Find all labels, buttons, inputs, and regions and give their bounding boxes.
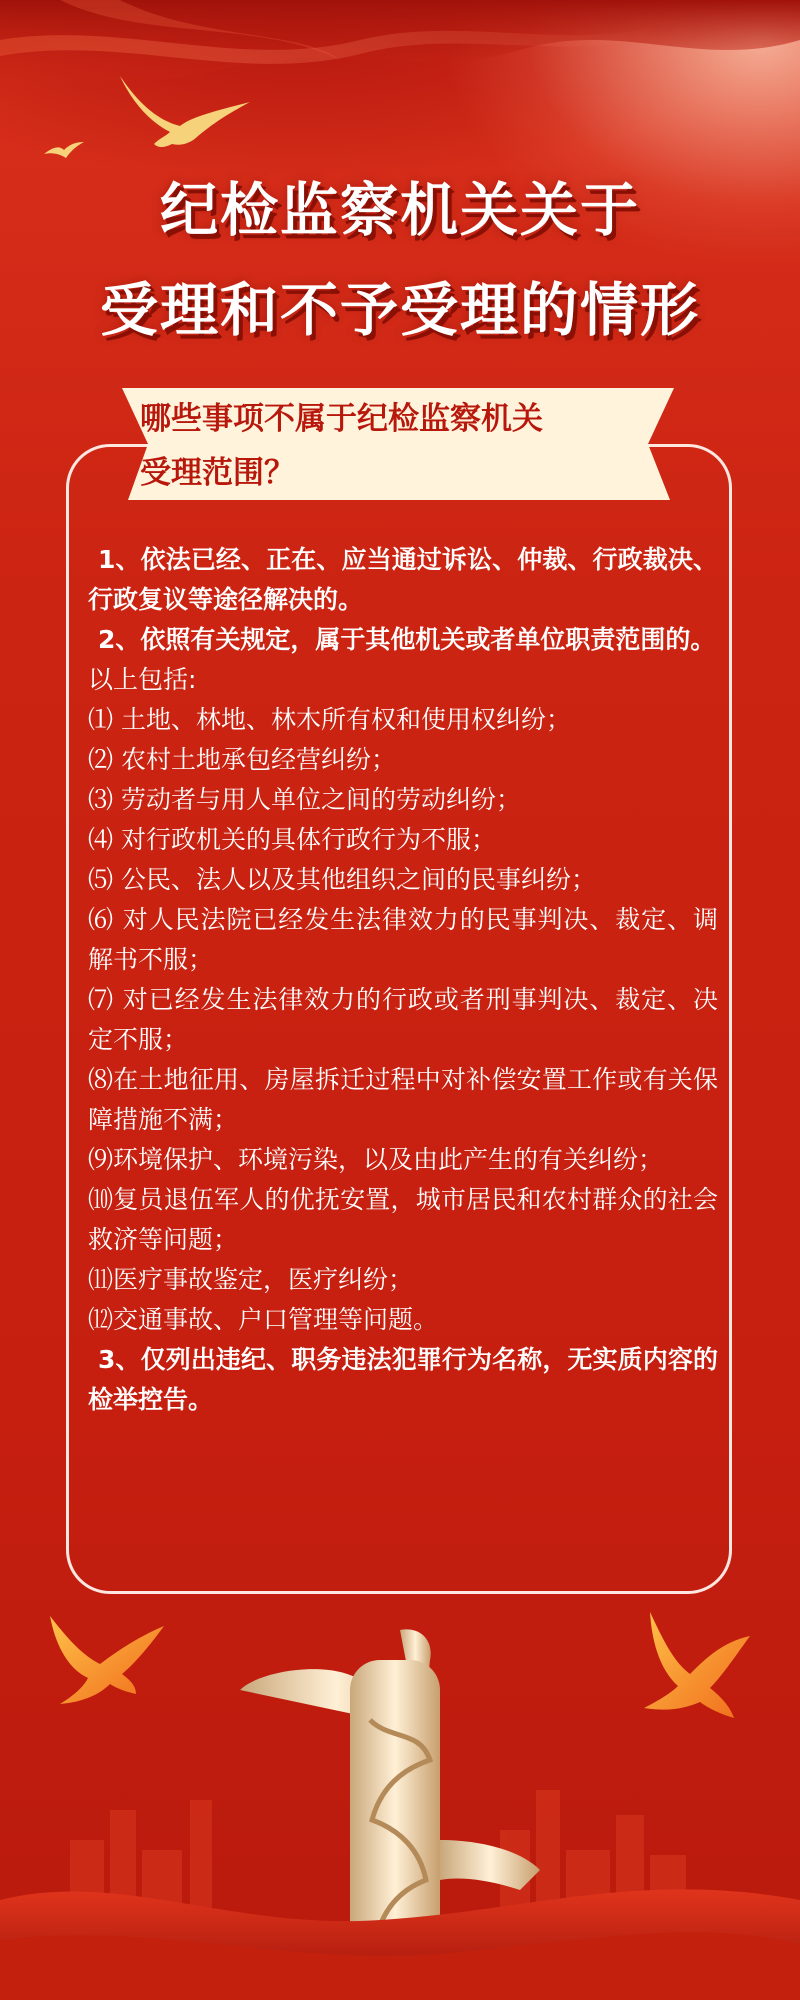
item-list	[88, 540, 718, 1420]
banner-heading	[140, 392, 660, 500]
page-title	[0, 160, 800, 360]
list-item: ⑼环境保护、环境污染，以及由此产生的有关纠纷；	[88, 1145, 664, 1174]
title-line-2: 受理和不予受理的情形	[99, 276, 700, 344]
peace-dove-icon	[630, 1612, 760, 1732]
list-item: ⑽复员退伍军人的优抚安置，城市居民和农村群众的社会救济等问题；	[88, 1185, 718, 1254]
list-item: ⑺ 对已经发生法律效力的行政或者刑事判决、裁定、决定不服；	[88, 985, 718, 1054]
list-item: ⑸ 公民、法人以及其他组织之间的民事纠纷；	[88, 865, 596, 894]
list-item: ⑴ 土地、林地、林木所有权和使用权纠纷；	[88, 705, 571, 734]
list-item: 3、仅列出违纪、职务违法犯罪行为名称，无实质内容的检举控告。	[88, 1345, 718, 1414]
list-item: 以上包括:	[88, 665, 197, 694]
list-item: ⑿交通事故、户口管理等问题。	[88, 1305, 439, 1334]
list-item: ⑵ 农村土地承包经营纠纷；	[88, 745, 396, 774]
list-item: ⑶ 劳动者与用人单位之间的劳动纠纷；	[88, 785, 521, 814]
peace-dove-icon	[40, 1612, 170, 1712]
section-banner	[118, 382, 678, 506]
banner-line-1: 哪些事项不属于纪检监察机关	[140, 401, 543, 437]
list-item: 2、依照有关规定，属于其他机关或者单位职责范围的。	[98, 625, 716, 654]
title-line-1: 纪检监察机关关于	[159, 176, 640, 244]
list-item: 1、依法已经、正在、应当通过诉讼、仲裁、行政裁决、行政复议等途径解决的。	[88, 545, 718, 614]
flying-birds-icon	[40, 66, 260, 166]
list-item: ⑷ 对行政机关的具体行政行为不服；	[88, 825, 496, 854]
list-item: ⑻在土地征用、房屋拆迁过程中对补偿安置工作或有关保障措施不满；	[88, 1065, 718, 1134]
list-item: ⑹ 对人民法院已经发生法律效力的民事判决、裁定、调解书不服；	[88, 905, 718, 974]
list-item: ⑾医疗事故鉴定，医疗纠纷；	[88, 1265, 414, 1294]
banner-line-2: 受理范围？	[140, 455, 295, 491]
